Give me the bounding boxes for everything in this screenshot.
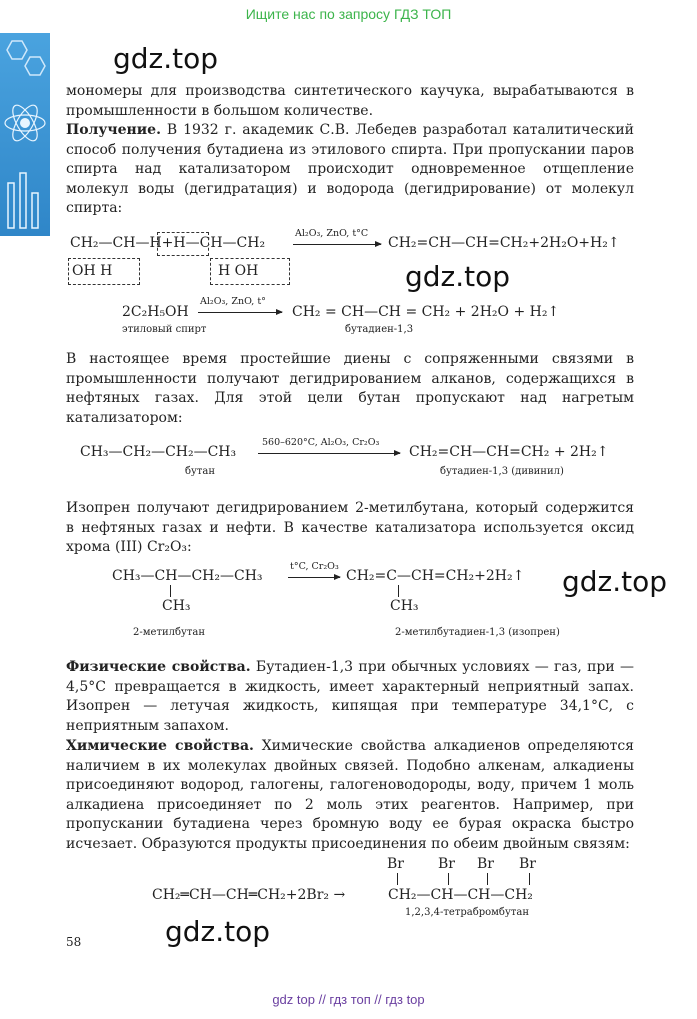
eq1-arrow <box>293 244 381 245</box>
eq5-bond-4 <box>529 873 530 885</box>
eq2-arrow <box>198 312 282 313</box>
eq5-br-3: Br <box>477 856 494 872</box>
eq4-right-bond <box>398 585 399 597</box>
section-title-physical: Физические свойства. <box>66 659 251 675</box>
eq2-right: CH₂ = CH—CH = CH₂ + 2H₂O + H₂↑ <box>292 304 560 320</box>
eq5-bond-2 <box>448 873 449 885</box>
eq4-right-caption: 2-метилбутадиен-1,3 (изопрен) <box>395 627 560 638</box>
eq1-condition: Al₂O₃, ZnO, t°C <box>295 228 369 239</box>
paragraph-physical-text: Бутадиен-1,3 при обычных условиях — газ, при — 4,5°С превращается в жидкость, имеет характерный неприятный запах. Изопрен — летучая жидкость, кипящая при температуре 34,1°С, с неприятным запахом. <box>66 659 634 734</box>
eq2-right-caption: бутадиен-1,3 <box>345 324 414 335</box>
top-banner-link[interactable]: Ищите нас по запросу ГДЗ ТОП <box>245 6 452 22</box>
eq3-left: CH₃—CH₂—CH₂—CH₃ <box>80 444 237 460</box>
eq4-right: CH₂=C—CH=CH₂+2H₂↑ <box>346 568 525 584</box>
eq5-right-caption: 1,2,3,4-тетрабромбутан <box>405 907 529 918</box>
paragraph-modern: В настоящее время простейшие диены с сопряженными связями в промышленности получают дегидрированием алканов, содержащихся в нефтяных газах. Для этой цели бутан пропускают над нагретым катализатором: <box>66 351 634 426</box>
paragraph-chemical-text: Химические свойства алкадиенов определяются наличием в их молекулах двойных связей. Подобно алкенам, алкадиены присоединяют водород, галогены, галогеноводороды, воду, причем 1 моль алкадиена присоединяет по 2 моль этих реагентов. Например, при пропускании бутадиена через бромную воду ее бурая окраска быстро исчезает. Образуются продукты присоединения по обеим двойным связям: <box>66 738 635 852</box>
eq4-right-sub: CH₃ <box>390 598 419 614</box>
eq5-right: CH₂—CH—CH—CH₂ <box>388 887 533 903</box>
side-decoration-image <box>0 33 50 236</box>
eq4-left-caption: 2-метилбутан <box>133 627 206 638</box>
eq5-bond-3 <box>487 873 488 885</box>
eq5-left: CH₂═CH—CH═CH₂+2Br₂ → <box>152 887 346 903</box>
bottom-links[interactable]: gdz top // гдз топ // гдз top <box>272 992 425 1007</box>
eq2-left: 2C₂H₅OH <box>122 304 189 320</box>
paragraph-chemical <box>66 737 634 854</box>
eq3-arrow <box>258 453 400 454</box>
eq3-right-caption: бутадиен-1,3 (дивинил) <box>440 466 564 477</box>
eq3-left-caption: бутан <box>185 466 216 477</box>
eq4-condition: t°C, Cr₂O₃ <box>290 561 339 572</box>
paragraph-obtaining-text: В 1932 г. академик С.В. Лебедев разработал каталитический способ получения бутадиена из этилового спирта. При пропускании паров спирта над катализатором происходит одновременное отщепление молекул воды (дегидратация) и водорода (дегидрирование) от молекул спирта: <box>66 122 634 216</box>
section-title-chemical: Химические свойства. <box>66 738 254 754</box>
eq4-arrow <box>288 577 340 578</box>
paragraph-obtaining <box>66 121 634 219</box>
watermark: gdz.top <box>405 260 511 293</box>
eq1-sub-left: OH H <box>72 263 113 279</box>
paragraph-intro: мономеры для производства синтетического каучука, вырабатываются в промышленности в большом количестве. <box>66 83 634 119</box>
eq5-br-2: Br <box>438 856 455 872</box>
eq5-bond-1 <box>397 873 398 885</box>
watermark: gdz.top <box>165 915 271 948</box>
watermark: gdz.top <box>562 565 668 598</box>
eq3-condition: 560–620°C, Al₂O₃, Cr₂O₃ <box>262 437 380 448</box>
eq4-left-bond <box>170 585 171 597</box>
eq2-left-caption: этиловый спирт <box>122 324 207 335</box>
eq5-br-1: Br <box>387 856 404 872</box>
page-number: 58 <box>66 935 82 949</box>
science-icon <box>0 33 50 236</box>
watermark: gdz.top <box>113 42 219 75</box>
eq1-sub-right: H OH <box>218 263 259 279</box>
eq1-left: CH₂—CH—H+H—CH—CH₂ <box>70 235 266 251</box>
eq2-condition: Al₂O₃, ZnO, t° <box>200 296 266 307</box>
eq4-left: CH₃—CH—CH₂—CH₃ <box>112 568 263 584</box>
eq4-left-sub: CH₃ <box>162 598 191 614</box>
section-title-obtaining: Получение. <box>66 122 161 138</box>
eq3-right: CH₂=CH—CH=CH₂ + 2H₂↑ <box>409 444 609 460</box>
eq1-dashed-box-h <box>157 232 209 256</box>
eq5-br-4: Br <box>519 856 536 872</box>
paragraph-physical <box>66 658 634 736</box>
paragraph-isoprene: Изопрен получают дегидрированием 2-метилбутана, который содержится в нефтяных газах и нефти. В качестве катализатора используется оксид хрома (III) Cr₂O₃: <box>66 500 634 555</box>
eq1-right: CH₂=CH—CH=CH₂+2H₂O+H₂↑ <box>388 235 620 251</box>
